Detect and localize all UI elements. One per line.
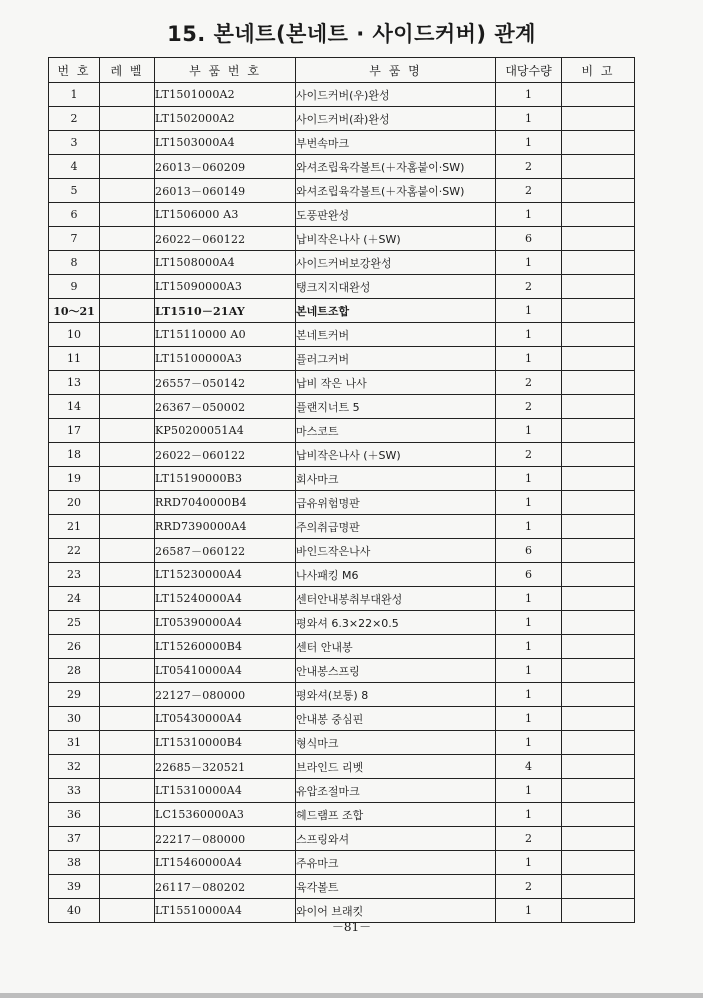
row-remarks: [562, 803, 635, 827]
table-row: [49, 347, 635, 371]
row-remarks: [562, 419, 635, 443]
header-part-no: 부 품 번 호: [155, 58, 296, 83]
row-qty: 1: [496, 683, 562, 707]
row-no: 2: [49, 107, 100, 131]
row-qty: 6: [496, 539, 562, 563]
row-no: 5: [49, 179, 100, 203]
table-row: [49, 779, 635, 803]
row-part-no: 26117－080202: [155, 875, 296, 899]
row-level: [100, 443, 155, 467]
table-row: [49, 875, 635, 899]
row-level: [100, 419, 155, 443]
row-no: 1: [49, 83, 100, 107]
row-remarks: [562, 851, 635, 875]
row-remarks: [562, 107, 635, 131]
row-remarks: [562, 395, 635, 419]
table-row: [49, 611, 635, 635]
row-no: 29: [49, 683, 100, 707]
row-remarks: [562, 659, 635, 683]
row-remarks: [562, 515, 635, 539]
row-part-no: LT15310000B4: [155, 731, 296, 755]
row-part-name: 납비작은나사 (＋SW): [296, 443, 496, 467]
row-remarks: [562, 323, 635, 347]
row-part-no: 22127－080000: [155, 683, 296, 707]
row-qty: 4: [496, 755, 562, 779]
table-row: [49, 731, 635, 755]
row-no: 10: [49, 323, 100, 347]
row-qty: 2: [496, 827, 562, 851]
row-part-no: LT15240000A4: [155, 587, 296, 611]
row-part-no: RRD7040000B4: [155, 491, 296, 515]
table-row: [49, 515, 635, 539]
row-part-name: 브라인드 리벳: [296, 755, 496, 779]
row-level: [100, 827, 155, 851]
row-part-no: 26013－060149: [155, 179, 296, 203]
row-no: 36: [49, 803, 100, 827]
row-part-no: LC15360000A3: [155, 803, 296, 827]
row-level: [100, 491, 155, 515]
row-no: 28: [49, 659, 100, 683]
table-row: [49, 395, 635, 419]
row-level: [100, 251, 155, 275]
row-part-no: LT15110000 A0: [155, 323, 296, 347]
row-no: 30: [49, 707, 100, 731]
row-remarks: [562, 707, 635, 731]
row-no: 24: [49, 587, 100, 611]
row-no: 18: [49, 443, 100, 467]
row-level: [100, 875, 155, 899]
row-level: [100, 131, 155, 155]
row-part-name: 급유위험명판: [296, 491, 496, 515]
row-part-name: 평와셔 6.3×22×0.5: [296, 611, 496, 635]
row-part-no: 22685－320521: [155, 755, 296, 779]
table-row: [49, 467, 635, 491]
row-level: [100, 227, 155, 251]
row-remarks: [562, 179, 635, 203]
row-part-no: 26022－060122: [155, 443, 296, 467]
row-part-no: LT05410000A4: [155, 659, 296, 683]
row-qty: 2: [496, 371, 562, 395]
table-row: [49, 131, 635, 155]
row-no: 26: [49, 635, 100, 659]
row-part-no: 26557－050142: [155, 371, 296, 395]
row-level: [100, 539, 155, 563]
row-part-name: 납비 작은 나사: [296, 371, 496, 395]
row-remarks: [562, 563, 635, 587]
row-part-no: LT15190000B3: [155, 467, 296, 491]
row-part-no: 26022－060122: [155, 227, 296, 251]
row-part-name: 와이어 브래킷: [296, 899, 496, 923]
row-part-no: KP50200051A4: [155, 419, 296, 443]
row-level: [100, 587, 155, 611]
row-no: 25: [49, 611, 100, 635]
row-qty: 2: [496, 875, 562, 899]
row-no: 32: [49, 755, 100, 779]
row-no: 3: [49, 131, 100, 155]
table-row: [49, 155, 635, 179]
table-row: [49, 323, 635, 347]
row-part-no: 26587－060122: [155, 539, 296, 563]
row-no: 40: [49, 899, 100, 923]
row-level: [100, 467, 155, 491]
table-row: [49, 707, 635, 731]
row-remarks: [562, 155, 635, 179]
scan-bottom-edge: [0, 993, 703, 998]
row-part-name: 플랜지너트 5: [296, 395, 496, 419]
table-row: [49, 683, 635, 707]
row-qty: 1: [496, 659, 562, 683]
row-qty: 6: [496, 563, 562, 587]
row-remarks: [562, 731, 635, 755]
row-part-no: LT05430000A4: [155, 707, 296, 731]
row-qty: 1: [496, 515, 562, 539]
row-level: [100, 515, 155, 539]
page-title: 15. 본네트(본네트 · 사이드커버) 관계: [167, 22, 536, 46]
row-level: [100, 707, 155, 731]
row-part-name: 안내봉스프링: [296, 659, 496, 683]
row-no: 7: [49, 227, 100, 251]
row-part-name: 회사마크: [296, 467, 496, 491]
row-remarks: [562, 875, 635, 899]
row-qty: 1: [496, 611, 562, 635]
row-qty: 1: [496, 131, 562, 155]
row-no: 6: [49, 203, 100, 227]
row-part-name: 스프링와셔: [296, 827, 496, 851]
row-part-name: 본네트커버: [296, 323, 496, 347]
row-part-name: 형식마크: [296, 731, 496, 755]
row-no: 9: [49, 275, 100, 299]
table-row: [49, 443, 635, 467]
row-qty: 1: [496, 779, 562, 803]
row-no: 8: [49, 251, 100, 275]
row-no: 23: [49, 563, 100, 587]
row-level: [100, 371, 155, 395]
row-level: [100, 731, 155, 755]
row-level: [100, 155, 155, 179]
row-level: [100, 275, 155, 299]
row-qty: 1: [496, 251, 562, 275]
table-row: [49, 251, 635, 275]
row-level: [100, 779, 155, 803]
header-remarks: 비 고: [562, 58, 635, 83]
row-part-name: 센터안내봉취부대완성: [296, 587, 496, 611]
row-no: 4: [49, 155, 100, 179]
page-number: －81－: [331, 920, 372, 934]
header-level: 레 벨: [100, 58, 155, 83]
row-level: [100, 179, 155, 203]
row-no: 37: [49, 827, 100, 851]
row-remarks: [562, 443, 635, 467]
row-level: [100, 107, 155, 131]
table-row: [49, 275, 635, 299]
table-header-row: [49, 58, 635, 83]
row-remarks: [562, 539, 635, 563]
row-part-name: 플러그커버: [296, 347, 496, 371]
row-part-name: 센터 안내봉: [296, 635, 496, 659]
row-part-no: 26367－050002: [155, 395, 296, 419]
table-row: [49, 851, 635, 875]
row-part-name: 사이드커버(좌)완성: [296, 107, 496, 131]
row-part-name: 바인드작은나사: [296, 539, 496, 563]
row-remarks: [562, 83, 635, 107]
row-remarks: [562, 827, 635, 851]
row-qty: 1: [496, 851, 562, 875]
row-remarks: [562, 635, 635, 659]
table-row: [49, 827, 635, 851]
row-qty: 1: [496, 323, 562, 347]
row-qty: 1: [496, 899, 562, 923]
row-qty: 1: [496, 731, 562, 755]
row-part-no: LT15090000A3: [155, 275, 296, 299]
table-row: [49, 371, 635, 395]
row-qty: 1: [496, 803, 562, 827]
row-part-name: 평와셔(보통) 8: [296, 683, 496, 707]
row-no: 11: [49, 347, 100, 371]
row-part-name: 주유마크: [296, 851, 496, 875]
row-qty: 1: [496, 347, 562, 371]
row-remarks: [562, 491, 635, 515]
row-part-name: 유압조절마크: [296, 779, 496, 803]
row-part-name: 납비작은나사 (＋SW): [296, 227, 496, 251]
row-part-no: LT15510000A4: [155, 899, 296, 923]
table-row: [49, 227, 635, 251]
row-part-no: LT15260000B4: [155, 635, 296, 659]
row-qty: 1: [496, 107, 562, 131]
row-level: [100, 563, 155, 587]
row-qty: 1: [496, 491, 562, 515]
row-remarks: [562, 683, 635, 707]
row-no: 17: [49, 419, 100, 443]
row-remarks: [562, 587, 635, 611]
row-no: 14: [49, 395, 100, 419]
parts-table: [48, 57, 635, 923]
row-no: 10～21: [49, 299, 100, 323]
row-part-no: LT15460000A4: [155, 851, 296, 875]
row-part-no: LT1510－21AY: [155, 299, 296, 323]
row-qty: 6: [496, 227, 562, 251]
row-qty: 2: [496, 179, 562, 203]
table-row: [49, 419, 635, 443]
row-qty: 2: [496, 275, 562, 299]
table-row: [49, 83, 635, 107]
row-part-no: 26013－060209: [155, 155, 296, 179]
row-qty: 2: [496, 155, 562, 179]
row-qty: 1: [496, 419, 562, 443]
row-qty: 1: [496, 203, 562, 227]
row-no: 31: [49, 731, 100, 755]
header-qty: 대당수량: [496, 58, 562, 83]
header-part-name: 부 품 명: [296, 58, 496, 83]
table-row: [49, 563, 635, 587]
table-row: [49, 635, 635, 659]
row-level: [100, 755, 155, 779]
row-remarks: [562, 347, 635, 371]
row-part-no: LT1501000A2: [155, 83, 296, 107]
row-part-no: LT05390000A4: [155, 611, 296, 635]
row-level: [100, 683, 155, 707]
row-remarks: [562, 371, 635, 395]
row-part-no: RRD7390000A4: [155, 515, 296, 539]
row-remarks: [562, 779, 635, 803]
row-no: 33: [49, 779, 100, 803]
row-part-name: 육각볼트: [296, 875, 496, 899]
row-part-name: 와셔조립육각볼트(＋자홈붙이·SW): [296, 155, 496, 179]
row-part-name: 본네트조합: [296, 299, 496, 323]
row-part-name: 헤드램프 조합: [296, 803, 496, 827]
row-part-name: 탱크지지대완성: [296, 275, 496, 299]
row-no: 19: [49, 467, 100, 491]
row-qty: 1: [496, 635, 562, 659]
table-row: [49, 755, 635, 779]
table-row: [49, 803, 635, 827]
row-remarks: [562, 299, 635, 323]
row-no: 38: [49, 851, 100, 875]
row-part-name: 부번속마크: [296, 131, 496, 155]
table-row: [49, 539, 635, 563]
row-part-name: 주의취급명판: [296, 515, 496, 539]
table-row: [49, 299, 635, 323]
row-level: [100, 323, 155, 347]
row-part-name: 안내봉 중심핀: [296, 707, 496, 731]
row-part-name: 마스코트: [296, 419, 496, 443]
row-part-no: LT15230000A4: [155, 563, 296, 587]
row-qty: 1: [496, 467, 562, 491]
row-remarks: [562, 755, 635, 779]
row-level: [100, 659, 155, 683]
row-level: [100, 83, 155, 107]
row-qty: 1: [496, 587, 562, 611]
row-part-no: LT15100000A3: [155, 347, 296, 371]
row-no: 22: [49, 539, 100, 563]
row-level: [100, 299, 155, 323]
table-row: [49, 179, 635, 203]
row-part-no: LT1502000A2: [155, 107, 296, 131]
row-part-name: 나사패킹 M6: [296, 563, 496, 587]
row-level: [100, 347, 155, 371]
table-row: [49, 203, 635, 227]
row-part-name: 도풍판완성: [296, 203, 496, 227]
row-no: 39: [49, 875, 100, 899]
row-level: [100, 851, 155, 875]
row-part-name: 사이드커버(우)완성: [296, 83, 496, 107]
table-row: [49, 107, 635, 131]
row-part-no: LT1508000A4: [155, 251, 296, 275]
row-no: 21: [49, 515, 100, 539]
row-no: 13: [49, 371, 100, 395]
row-remarks: [562, 227, 635, 251]
row-qty: 1: [496, 83, 562, 107]
table-row: [49, 659, 635, 683]
row-level: [100, 611, 155, 635]
row-remarks: [562, 275, 635, 299]
row-remarks: [562, 131, 635, 155]
row-part-name: 와셔조립육각볼트(＋자홈붙이·SW): [296, 179, 496, 203]
row-qty: 2: [496, 443, 562, 467]
row-part-no: LT1506000 A3: [155, 203, 296, 227]
row-part-no: LT15310000A4: [155, 779, 296, 803]
header-no: 번 호: [49, 58, 100, 83]
row-level: [100, 803, 155, 827]
row-part-no: 22217－080000: [155, 827, 296, 851]
row-remarks: [562, 611, 635, 635]
row-remarks: [562, 203, 635, 227]
row-level: [100, 203, 155, 227]
table-row: [49, 587, 635, 611]
row-remarks: [562, 251, 635, 275]
row-part-name: 사이드커버보강완성: [296, 251, 496, 275]
row-qty: 1: [496, 299, 562, 323]
row-qty: 1: [496, 707, 562, 731]
table-row: [49, 491, 635, 515]
row-qty: 2: [496, 395, 562, 419]
row-part-no: LT1503000A4: [155, 131, 296, 155]
row-remarks: [562, 467, 635, 491]
row-level: [100, 395, 155, 419]
row-no: 20: [49, 491, 100, 515]
row-level: [100, 635, 155, 659]
